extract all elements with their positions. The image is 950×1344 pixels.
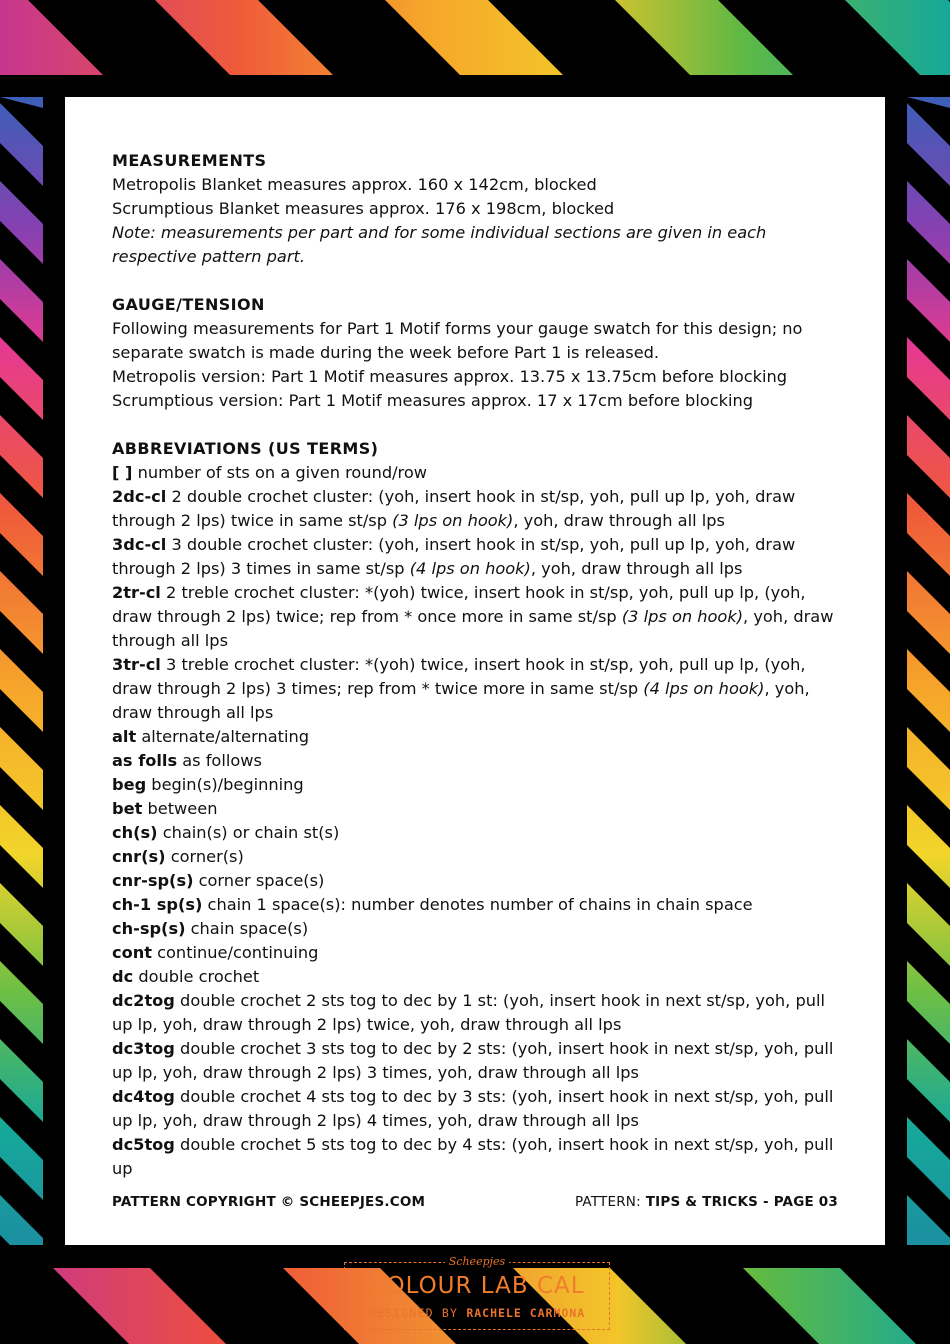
term: alt [112, 727, 137, 746]
text-run: corner space(s) [193, 871, 325, 890]
text-run: double crochet 3 sts tog to dec by 2 sts: (yoh, insert hook in next st/sp, yoh, pull up lp, yoh, draw through 2 lps) 3 times, yoh, draw through all lps [112, 1039, 834, 1082]
text-line [112, 725, 840, 749]
text-line [112, 197, 840, 221]
pattern-title: TIPS & TRICKS - PAGE 03 [645, 1194, 838, 1210]
term: dc5tog [112, 1135, 175, 1154]
pattern-content [112, 149, 840, 1181]
term: [ ] [112, 463, 133, 482]
text-run: begin(s)/beginning [146, 775, 304, 794]
text-line [112, 533, 840, 581]
section-heading-abbreviations: ABBREVIATIONS (US TERMS) [112, 439, 379, 458]
term: cnr(s) [112, 847, 166, 866]
text-run: double crochet [133, 967, 260, 986]
text-line [112, 989, 840, 1037]
text-run: double crochet 5 sts tog to dec by 4 sts: (yoh, insert hook in next st/sp, yoh, pull up [112, 1135, 834, 1178]
copyright-text: PATTERN COPYRIGHT © SCHEEPJES.COM [112, 1194, 426, 1210]
text-run: (3 lps on hook) [621, 607, 744, 626]
text-line [112, 797, 840, 821]
text-run: chain 1 space(s): number denotes number of chains in chain space [202, 895, 753, 914]
text-run: Metropolis Blanket measures approx. 160 x 142cm, blocked [112, 175, 597, 194]
text-run: Following measurements for Part 1 Motif forms your gauge swatch for this design; no separate swatch is made during the week before Part 1 is released. [112, 319, 803, 362]
text-run: , yoh, draw through all lps [112, 607, 834, 650]
text-line [112, 653, 840, 725]
text-line [112, 821, 840, 845]
term: beg [112, 775, 147, 794]
text-run: as follows [177, 751, 262, 770]
term: 2dc-cl [112, 487, 167, 506]
text-run: Scrumptious version: Part 1 Motif measures approx. 17 x 17cm before blocking [112, 391, 754, 410]
brand-name: Scheepjes [445, 1255, 509, 1268]
term: ch-1 sp(s) [112, 895, 203, 914]
text-run: between [142, 799, 218, 818]
pattern-label: PATTERN: [574, 1194, 641, 1210]
text-run: 2 treble crochet cluster: *(yoh) twice, insert hook in st/sp, yoh, pull up lp, (yoh, draw through 2 lps) twice; rep from * once more in same st/sp [112, 583, 806, 626]
term: 3dc-cl [112, 535, 167, 554]
text-line [112, 317, 840, 365]
text-line [112, 749, 840, 773]
term: cnr-sp(s) [112, 871, 194, 890]
term: as folls [112, 751, 178, 770]
text-run: chain space(s) [185, 919, 309, 938]
text-line [112, 965, 840, 989]
term: cont [112, 943, 152, 962]
text-line [112, 869, 840, 893]
text-line [112, 365, 840, 389]
text-run: double crochet 2 sts tog to dec by 1 st: (yoh, insert hook in next st/sp, yoh, pull up lp, yoh, draw through 2 lps) twice, yoh, draw through all lps [112, 991, 825, 1034]
text-line [112, 221, 840, 269]
text-line [112, 173, 840, 197]
text-run: Metropolis version: Part 1 Motif measures approx. 13.75 x 13.75cm before blocking [112, 367, 788, 386]
text-run: corner(s) [165, 847, 244, 866]
text-run: double crochet 4 sts tog to dec by 3 sts: (yoh, insert hook in next st/sp, yoh, pull up lp, yoh, draw through 2 lps) 4 times, yoh, draw through all lps [112, 1087, 834, 1130]
text-run: , yoh, draw through all lps [513, 511, 725, 530]
section-body-measurements [112, 173, 840, 269]
text-run: (4 lps on hook) [643, 679, 765, 698]
section-heading-measurements: MEASUREMENTS [112, 151, 267, 170]
text-run: (3 lps on hook) [392, 511, 514, 530]
text-run: chain(s) or chain st(s) [157, 823, 340, 842]
text-line [112, 1037, 840, 1085]
text-line [112, 485, 840, 533]
text-line [112, 773, 840, 797]
text-line [112, 941, 840, 965]
section-heading-gauge: GAUGE/TENSION [112, 295, 265, 314]
term: dc2tog [112, 991, 175, 1010]
text-line [112, 389, 840, 413]
term: 2tr-cl [112, 583, 161, 602]
term: bet [112, 799, 143, 818]
text-line [112, 461, 840, 485]
text-run: , yoh, draw through all lps [530, 559, 743, 578]
term: dc [112, 967, 134, 986]
text-line [112, 581, 840, 653]
text-line [112, 1133, 840, 1181]
designer-name: RACHELE CARMONA [466, 1306, 586, 1320]
term: 3tr-cl [112, 655, 161, 674]
text-line [112, 893, 840, 917]
text-run: , yoh, draw through all lps [112, 679, 810, 722]
colour-lab-logo [344, 1255, 610, 1330]
text-run: Scrumptious Blanket measures approx. 176 x 198cm, blocked [112, 199, 615, 218]
text-run: 3 treble crochet cluster: *(yoh) twice, insert hook in st/sp, yoh, pull up lp, (yoh, draw through 2 lps) 3 times; rep from * twice more in same st/sp [112, 655, 806, 698]
section-body-abbreviations [112, 461, 840, 1181]
text-run: alternate/alternating [136, 727, 310, 746]
term: ch(s) [112, 823, 158, 842]
text-run: Note: measurements per part and for some individual sections are given in each respective pattern part. [112, 223, 767, 266]
logo-title: COLOUR LAB CAL [369, 1273, 585, 1299]
section-body-gauge [112, 317, 840, 413]
term: ch-sp(s) [112, 919, 186, 938]
page-sheet [65, 97, 885, 1245]
term: dc4tog [112, 1087, 175, 1106]
text-run: continue/continuing [151, 943, 319, 962]
text-line [112, 917, 840, 941]
text-run: (4 lps on hook) [409, 559, 531, 578]
designed-by-label: DESIGNED BY [368, 1306, 459, 1320]
text-run: number of sts on a given round/row [132, 463, 427, 482]
term: dc3tog [112, 1039, 175, 1058]
text-line [112, 845, 840, 869]
pattern-page-label [575, 1194, 838, 1210]
text-line [112, 1085, 840, 1133]
text-run: 3 double crochet cluster: (yoh, insert hook in st/sp, yoh, pull up lp, yoh, draw through 2 lps) 3 times in same st/sp [112, 535, 796, 578]
text-run: 2 double crochet cluster: (yoh, insert hook in st/sp, yoh, pull up lp, yoh, draw through 2 lps) twice in same st/sp [112, 487, 796, 530]
